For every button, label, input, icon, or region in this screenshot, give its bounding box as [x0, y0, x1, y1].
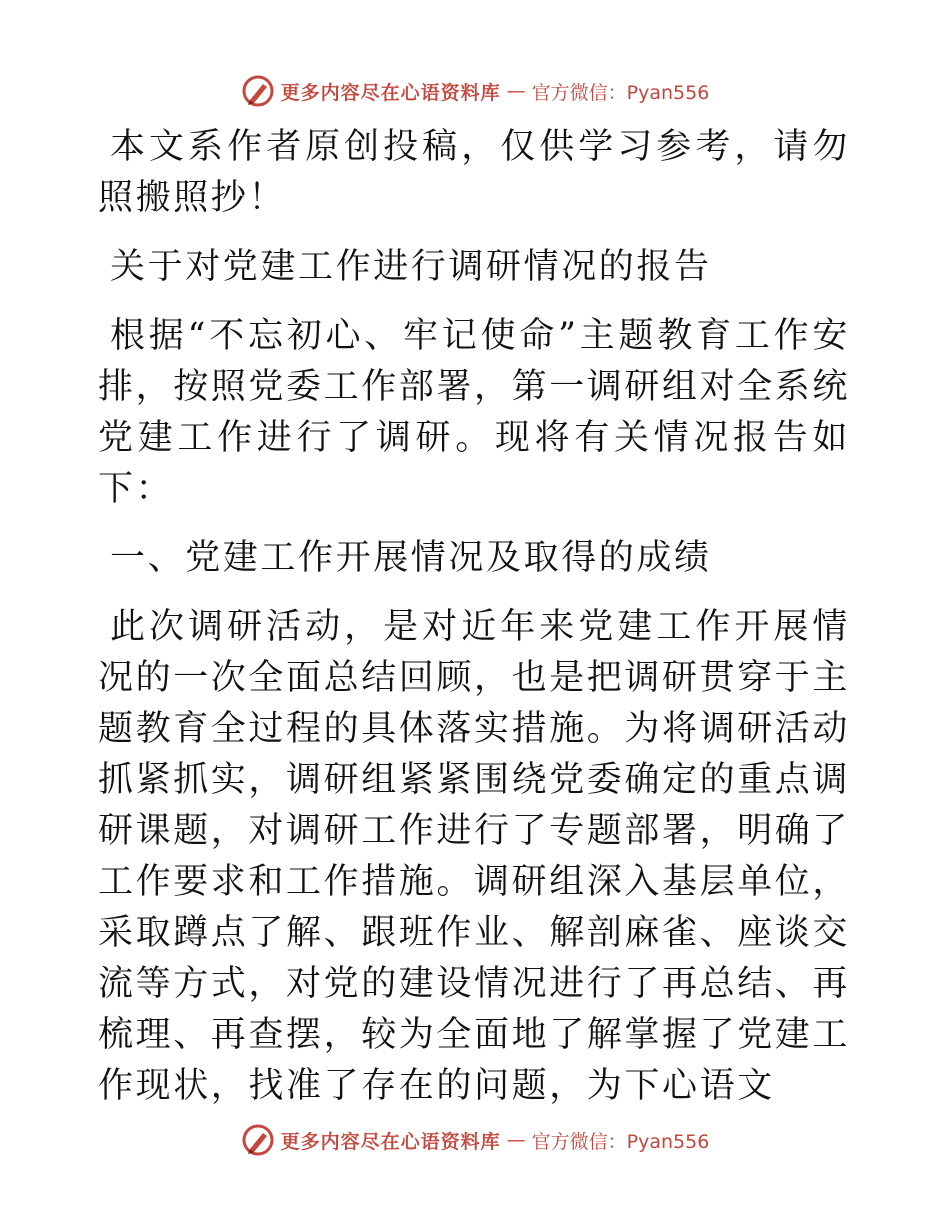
banner-separator: —: [506, 80, 526, 102]
banner-text: 更多内容尽在心语资料库: [280, 1130, 501, 1153]
document-body: [98, 122, 850, 1130]
banner-contact: 官方微信：Pyan556: [531, 81, 710, 104]
banner-text: 更多内容尽在心语资料库: [280, 81, 501, 104]
intro-paragraph: 根据“不忘初心、牢记使命”主题教育工作安排，按照党委工作部署，第一调研组对全系统党建工作进行了调研。现将有关情况报告如下：: [98, 316, 851, 509]
section-heading: 一、党建工作开展情况及取得的成绩: [110, 538, 712, 578]
section-body-paragraph: 此次调研活动，是对近年来党建工作开展情况的一次全面总结回顾，也是把调研贯穿于主题教育全过程的具体落实措施。为将调研活动抓紧抓实，调研组紧紧围绕党委确定的重点调研课题，对调研工作进行了专题部署，明确了工作要求和工作措施。调研组深入基层单位，采取蹲点了解、跟班作业、解剖麻雀、座谈交流等方式，对党的建设情况进行了再总结、再梳理、再查摆，较为全面地了解掌握了党建工作现状，找准了存在的问题，为下心语文: [98, 607, 851, 1106]
notice-paragraph: 本文系作者原创投稿，仅供学习参考，请勿照搬照抄！: [98, 127, 850, 218]
pen-logo-icon: [241, 1123, 275, 1157]
banner-contact: 官方微信：Pyan556: [531, 1130, 710, 1153]
document-title: 关于对党建工作进行调研情况的报告: [110, 247, 712, 287]
pen-logo-icon: [241, 74, 275, 108]
banner-separator: —: [506, 1129, 526, 1151]
header-banner: [0, 73, 950, 109]
footer-banner: [0, 1122, 950, 1158]
